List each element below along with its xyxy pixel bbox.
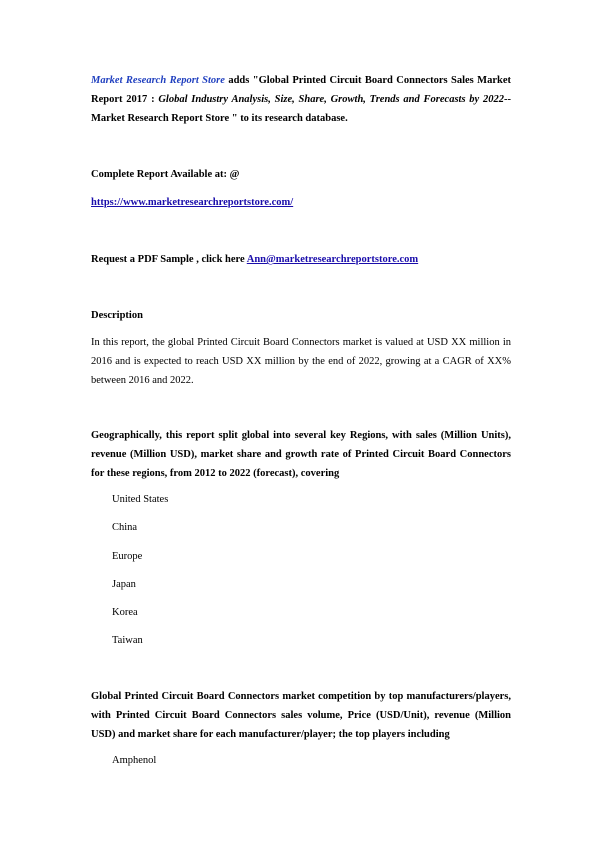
player-list [112,751,156,779]
intro-tail: --Market Research Report Store " to its research database. [91,94,512,124]
description-heading: Description [91,310,143,321]
region-item: United States [112,494,169,505]
sample-email-link[interactable]: Ann@marketresearchreportstore.com [246,254,419,265]
intro-paragraph [91,71,511,128]
brand-name: Market Research Report Store [91,75,225,86]
region-item: China [112,522,138,534]
intro-subtitle: Global Industry Analysis, Size, Share, Growth, Trends and Forecasts by 2022 [154,94,505,105]
report-available-label: Complete Report Available at: @ [91,169,240,180]
region-item: Korea [112,607,138,619]
intro-colon: : [151,94,155,105]
region-item: Japan [112,578,136,590]
region-item: Taiwan [112,635,143,647]
region-item: Europe [112,550,143,562]
region-list [112,490,168,660]
player-item: Amphenol [112,755,157,766]
geography-paragraph: Geographically, this report split global into several key Regions, with sales (Million Units), revenue (Million USD), market share and growth rate of Printed Circuit Board Connectors for these regions, from 2012 to 2022 (forecast), covering [91,430,511,479]
report-url-line [91,193,511,212]
request-sample-label: Request a PDF Sample , click here [91,254,247,265]
intro-adds-text: adds "Global Printed Circuit Board Connectors Sales Market Report 2017 [91,75,511,105]
request-sample-line [91,250,511,269]
report-url-link[interactable]: https://www.marketresearchreportstore.com/ [91,197,294,208]
description-body: In this report, the global Printed Circuit Board Connectors market is valued at USD XX million in 2016 and is expected to reach USD XX million by the end of 2022, growing at a CAGR of XX% between 2016 and 2022. [91,337,511,386]
competition-paragraph: Global Printed Circuit Board Connectors market competition by top manufacturers/players, with Printed Circuit Board Connectors sales volume, Price (USD/Unit), revenue (Million USD) and market share for each manufacturer/player; the top players including [91,691,511,740]
